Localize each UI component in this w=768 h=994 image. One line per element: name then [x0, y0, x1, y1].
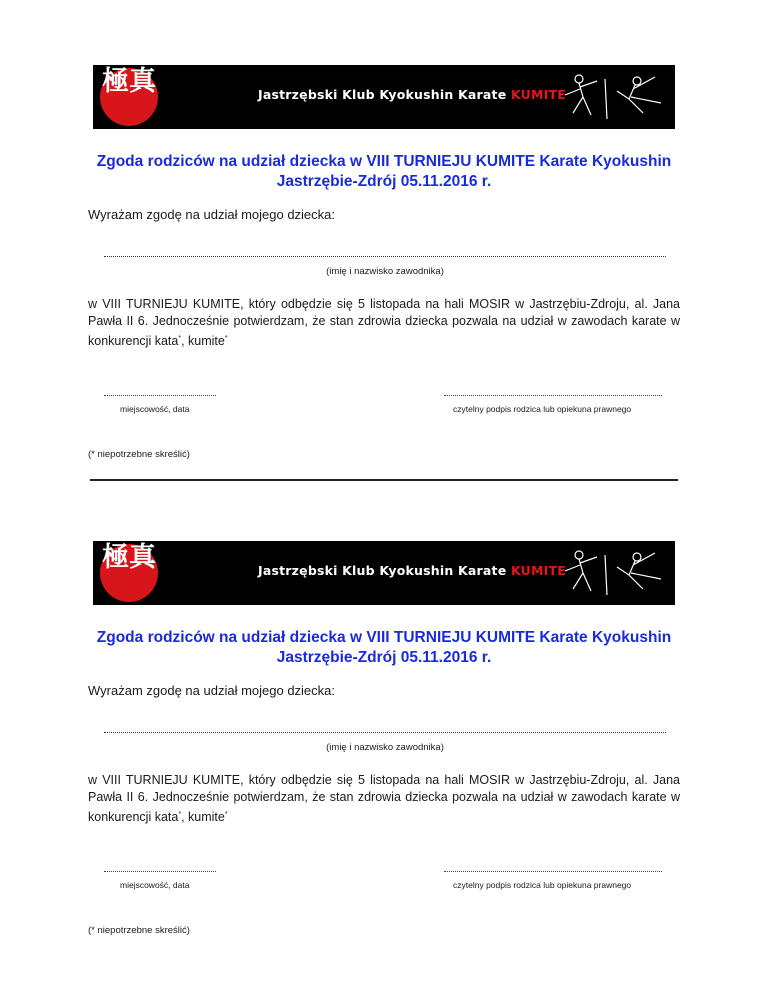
- form-title: Zgoda rodziców na udział dziecka w VIII TURNIEJU KUMITE Karate Kyokushin Jastrzębie-Zdrój 05.11.2016 r.: [96, 153, 672, 190]
- participant-name-field[interactable]: [104, 255, 666, 257]
- signature-caption: czytelny podpis rodzica lub opiekuna prawnego: [453, 880, 632, 890]
- fighters-silhouette-icon: [557, 545, 669, 601]
- consent-form-1: [0, 0, 768, 470]
- footnote: (* niepotrzebne skreślić): [88, 449, 190, 460]
- club-name: Jastrzębski Klub Kyokushin Karate KUMITE: [258, 563, 566, 578]
- place-date-caption: miejscowość, data: [120, 404, 190, 414]
- fighters-silhouette-icon: [557, 69, 669, 125]
- club-name: Jastrzębski Klub Kyokushin Karate KUMITE: [258, 87, 566, 102]
- name-caption: (imię i nazwisko zawodnika): [326, 266, 444, 277]
- club-banner: [93, 65, 675, 129]
- form-title: Zgoda rodziców na udział dziecka w VIII TURNIEJU KUMITE Karate Kyokushin Jastrzębie-Zdrój 05.11.2016 r.: [96, 629, 672, 666]
- name-caption: (imię i nazwisko zawodnika): [326, 742, 444, 753]
- consent-paragraph: w VIII TURNIEJU KUMITE, który odbędzie się 5 listopada na hali MOSIR w Jastrzębiu-Zdroju, al. Jana Pawła II 6. Jednocześnie potwierdzam, że stan zdrowia dziecka pozwala na udział w zawodach karate w konkurencji kata*, kumite*: [88, 773, 680, 825]
- footnote: (* niepotrzebne skreślić): [88, 925, 190, 936]
- consent-form-2: [0, 476, 768, 946]
- consent-statement: Wyrażam zgodę na udział mojego dziecka:: [88, 207, 336, 222]
- place-date-caption: miejscowość, data: [120, 880, 190, 890]
- club-banner: [93, 541, 675, 605]
- kyokushin-kanji-logo: 極真: [102, 66, 156, 97]
- place-date-field[interactable]: [104, 871, 216, 872]
- place-date-field[interactable]: [104, 395, 216, 396]
- signature-field[interactable]: [444, 395, 662, 396]
- participant-name-field[interactable]: [104, 731, 666, 733]
- consent-paragraph: w VIII TURNIEJU KUMITE, który odbędzie się 5 listopada na hali MOSIR w Jastrzębiu-Zdroju, al. Jana Pawła II 6. Jednocześnie potwierdzam, że stan zdrowia dziecka pozwala na udział w zawodach karate w konkurencji kata*, kumite*: [88, 297, 680, 349]
- signature-caption: czytelny podpis rodzica lub opiekuna prawnego: [453, 404, 632, 414]
- kyokushin-kanji-logo: 極真: [102, 542, 156, 573]
- consent-statement: Wyrażam zgodę na udział mojego dziecka:: [88, 683, 336, 698]
- signature-field[interactable]: [444, 871, 662, 872]
